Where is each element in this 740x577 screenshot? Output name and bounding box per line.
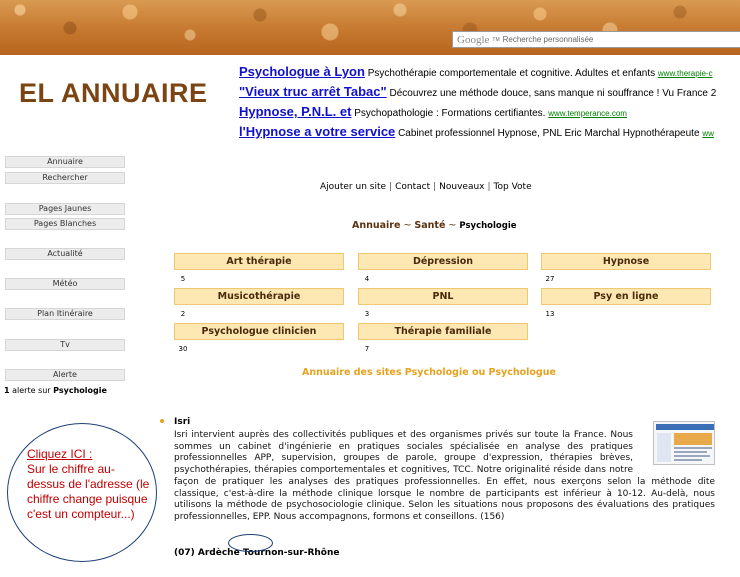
alert-count: 1	[4, 386, 10, 395]
ad-title-link[interactable]: "Vieux truc arrêt Tabac"	[239, 84, 387, 99]
sidebar-item-rechercher[interactable]: Rechercher	[5, 172, 125, 184]
ad-title-link[interactable]: l'Hypnose a votre service	[239, 124, 396, 139]
counter-highlight	[228, 534, 273, 552]
annotation-title: Cliquez ICI :	[27, 447, 93, 461]
category-count: 30	[178, 345, 188, 353]
header-banner	[0, 0, 740, 55]
category-depression[interactable]: Dépression	[358, 253, 528, 270]
ad-description: Psychothérapie comportementale et cognitive. Adultes et enfants	[367, 68, 656, 79]
sidebar-item-actualite[interactable]: Actualité	[5, 248, 125, 260]
category-count: 3	[364, 310, 370, 318]
category-art-therapie[interactable]: Art thérapie	[174, 253, 344, 270]
listing-description-text: Isri intervient auprès des collectivités publiques et des organismes privés sur toute la France. Nous sommes un cabinet d'ingénierie en pratiques sociales spécialisée en analyse des pratiques professionnelles APP, supervision, groupes de parole, groupe d'expression, thérapies brèves, psychothérapies, thérapies comportementales et cognitives, TCC. Notre originalité réside dans notre façon de pratiquer les analyses des pratiques professionnelles. En effet, nous exerçons selon la méthode dite classique, c'est-à-dire la méthode clinique lorsque le nombre de participants est inférieur à 10-12. Au-delà, nous utilisons la méthode de psychosociologie clinique. Selon les situations nous proposons des évaluations des pratiques professionnelles, EPP. Nous accompagnons, formons et conseillons.	[174, 430, 715, 522]
listing-title-link[interactable]: Isri	[174, 417, 191, 427]
alert-topic: Psychologie	[53, 386, 107, 395]
ad-title-link[interactable]: Psychologue à Lyon	[239, 64, 365, 79]
listing-location: (07) Ardèche Tournon-sur-Rhône	[174, 548, 340, 558]
category-hypnose[interactable]: Hypnose	[541, 253, 711, 270]
ad-url-link[interactable]: ww	[702, 129, 714, 138]
sidebar-item-tv[interactable]: Tv	[5, 339, 125, 351]
ad-item	[239, 63, 740, 83]
search-input[interactable]: Google TM Recherche personnalisée	[452, 31, 740, 48]
annotation-body: Sur le chiffre au-dessus de l'adresse (le chiffre change puisque c'est un compteur...)	[27, 462, 150, 521]
category-therapie-familiale[interactable]: Thérapie familiale	[358, 323, 528, 340]
annotation-callout	[27, 447, 152, 522]
category-count: 5	[180, 275, 186, 283]
ad-block	[239, 63, 740, 143]
sidebar-item-pages-jaunes[interactable]: Pages Jaunes	[5, 203, 125, 215]
category-count: 7	[364, 345, 370, 353]
category-pnl[interactable]: PNL	[358, 288, 528, 305]
link-contact[interactable]: Contact	[395, 182, 431, 192]
breadcrumb-current: Psychologie	[459, 221, 517, 231]
sidebar-item-annuaire[interactable]: Annuaire	[5, 156, 125, 168]
search-placeholder: Recherche personnalisée	[502, 35, 594, 44]
category-psy-en-ligne[interactable]: Psy en ligne	[541, 288, 711, 305]
google-logo: Google	[457, 33, 490, 46]
link-top-vote[interactable]: Top Vote	[493, 182, 532, 192]
ad-description: Cabinet professionnel Hypnose, PNL Eric Marchal Hypnothérapeute	[398, 128, 700, 139]
sidebar-item-pages-blanches[interactable]: Pages Blanches	[5, 218, 125, 230]
ad-item	[239, 83, 740, 103]
alert-label: alerte sur	[12, 386, 51, 395]
breadcrumb-sante[interactable]: Santé	[414, 220, 446, 231]
top-links: Ajouter un site | Contact | Nouveaux | Top Vote	[320, 182, 532, 192]
ad-description: Découvrez une méthode douce, sans manque ni souffrance ! Vu France 2	[389, 88, 717, 99]
breadcrumb-annuaire[interactable]: Annuaire	[352, 220, 401, 231]
category-musicotherapie[interactable]: Musicothérapie	[174, 288, 344, 305]
ad-url-link[interactable]: www.therapie-c	[657, 69, 713, 78]
ad-description: Psychopathologie : Formations certifiantes.	[354, 108, 546, 119]
breadcrumb: Annuaire ~ Santé ~ Psychologie	[352, 220, 517, 231]
category-count: 2	[180, 310, 186, 318]
sidebar-item-alerte[interactable]: Alerte	[5, 369, 125, 381]
visit-counter-link[interactable]: (156)	[480, 511, 505, 522]
category-psychologue-clinicien[interactable]: Psychologue clinicien	[174, 323, 344, 340]
bullet-icon	[160, 419, 164, 423]
category-count: 13	[545, 310, 555, 318]
listing-description	[174, 430, 715, 524]
sidebar-item-meteo[interactable]: Météo	[5, 278, 125, 290]
category-count: 27	[545, 275, 555, 283]
ad-item	[239, 103, 740, 123]
alert-status	[4, 386, 107, 395]
ad-url-link[interactable]: www.temperance.com	[548, 109, 627, 118]
sidebar-item-plan-itineraire[interactable]: Plan Itinéraire	[5, 308, 125, 320]
section-heading: Annuaire des sites Psychologie ou Psychologue	[302, 367, 556, 378]
ad-title-link[interactable]: Hypnose, P.N.L. et	[239, 104, 352, 119]
site-logo[interactable]: EL ANNUAIRE	[19, 78, 208, 108]
link-nouveaux[interactable]: Nouveaux	[439, 182, 485, 192]
ad-item	[239, 123, 740, 143]
category-count: 4	[364, 275, 370, 283]
link-ajouter-site[interactable]: Ajouter un site	[320, 182, 387, 192]
